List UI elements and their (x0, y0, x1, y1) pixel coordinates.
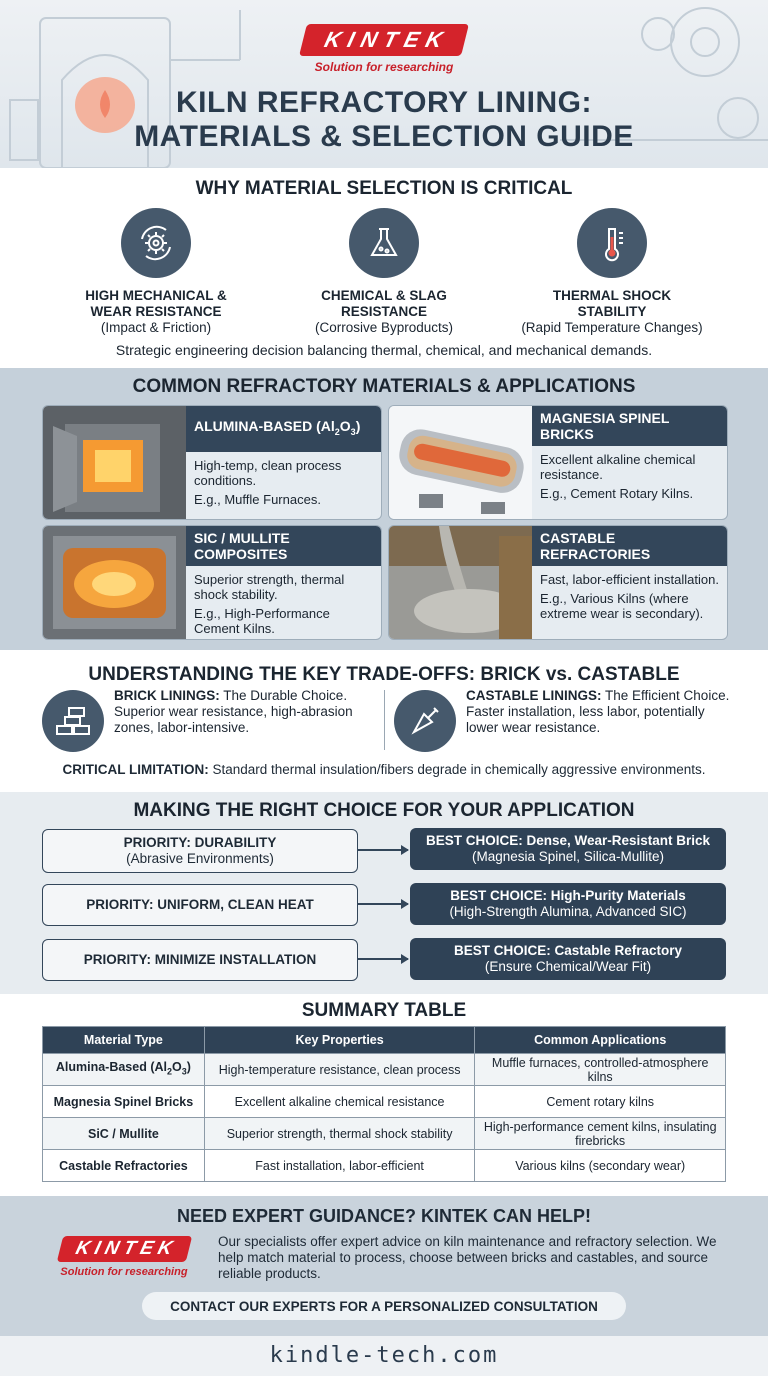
card-description (540, 572, 721, 621)
card-desc-text: Excellent alkaline chemical resistance. (540, 452, 696, 482)
flask-icon (349, 208, 419, 278)
rotary-kiln-image (389, 406, 532, 519)
logo-text: KINTEK (322, 27, 453, 52)
summary-heading: SUMMARY TABLE (301, 1000, 467, 1021)
priority-durability (42, 829, 358, 873)
muffle-furnace-image (43, 406, 186, 519)
material-card-castable (388, 525, 728, 640)
table-row (43, 1118, 726, 1150)
cell-material-type: SiC / Mullite (43, 1118, 205, 1150)
cell-material-type: Alumina-Based $(Al_2O_3)$ (43, 1054, 205, 1086)
why-title-line1: THERMAL SHOCK (552, 288, 672, 303)
priority-minimize-installation (42, 939, 358, 981)
logo-tagline: Solution for researching (314, 60, 454, 74)
card-example-text: E.g., Various Kilns (where extreme wear is secondary). (540, 591, 704, 621)
best-choice-high-purity (410, 883, 726, 925)
choice-heading: MAKING THE RIGHT CHOICE FOR YOUR APPLICATION (133, 800, 635, 821)
why-title-line2: WEAR RESISTANCE (90, 304, 222, 319)
trowel-icon (394, 690, 456, 752)
priority-uniform-heat (42, 884, 358, 926)
table-header-row (43, 1027, 726, 1054)
arrow-icon (358, 903, 408, 905)
tradeoff-section (0, 650, 768, 792)
materials-section (0, 368, 768, 650)
cell-applications: Cement rotary kilns (475, 1086, 726, 1118)
cta-section (0, 1196, 768, 1336)
cta-text: Our specialists offer expert advice on kiln maintenance and refractory selection. We help match material to process, choose between bricks and castables, and source reliable products. (218, 1234, 717, 1281)
best-sub: (High-Strength Alumina, Advanced SIC) (449, 904, 687, 919)
why-subtitle: (Rapid Temperature Changes) (521, 320, 703, 335)
best-label: BEST CHOICE: High-Purity Materials (450, 888, 686, 903)
cell-material-type: Castable Refractories (43, 1150, 205, 1182)
best-label: BEST CHOICE: Castable Refractory (453, 943, 683, 958)
material-card-magnesia (388, 405, 728, 520)
card-title: CASTABLE REFRACTORIES (532, 526, 727, 566)
table-row (43, 1054, 726, 1086)
why-title-line1: CHEMICAL & SLAG (321, 288, 447, 303)
arrow-icon (358, 958, 408, 960)
material-card-alumina (42, 405, 382, 520)
page-title-line2: MATERIALS & SELECTION GUIDE (134, 120, 634, 153)
footer (0, 1336, 768, 1376)
why-heading: WHY MATERIAL SELECTION IS CRITICAL (195, 178, 573, 199)
tradeoff-heading: UNDERSTANDING THE KEY TRADE-OFFS: BRICK vs. CASTABLE (88, 664, 680, 685)
material-card-sic-mullite (42, 525, 382, 640)
priority-label: PRIORITY: DURABILITY (123, 835, 277, 850)
why-title-line1: HIGH MECHANICAL & (85, 288, 227, 303)
priority-label: PRIORITY: UNIFORM, CLEAN HEAT (86, 897, 314, 912)
best-choice-brick (410, 828, 726, 870)
why-item-thermal (502, 208, 722, 336)
why-section (0, 168, 768, 368)
card-title: ALUMINA-BASED $(Al_2O_3)$ (186, 406, 381, 452)
contact-experts-button[interactable]: CONTACT OUR EXPERTS FOR A PERSONALIZED CONSULTATION (142, 1292, 626, 1320)
why-note: Strategic engineering decision balancing thermal, chemical, and mechanical demands. (115, 342, 653, 358)
card-title: MAGNESIA SPINEL BRICKS (532, 406, 727, 446)
best-sub: (Ensure Chemical/Wear Fit) (484, 959, 652, 974)
best-choice-castable (410, 938, 726, 980)
summary-table (42, 1026, 726, 1182)
gear-cycle-icon (121, 208, 191, 278)
cell-key-properties: Excellent alkaline chemical resistance (204, 1086, 475, 1118)
card-example-text: E.g., High-Performance Cement Kilns. (194, 606, 330, 636)
why-item-chemical (274, 208, 494, 336)
card-title: SIC / MULLITE COMPOSITES (186, 526, 381, 566)
header-banner (0, 0, 768, 169)
card-desc-text: High-temp, clean process conditions. (194, 457, 342, 488)
materials-heading: COMMON REFRACTORY MATERIALS & APPLICATIONS (132, 376, 636, 397)
castable-linings-text: CASTABLE LININGS: The Efficient Choice. Faster installation, less labor, potentially lower wear resistance. (466, 688, 730, 735)
why-subtitle: (Impact & Friction) (100, 320, 212, 335)
column-header: Material Type (43, 1027, 205, 1054)
cta-heading: NEED EXPERT GUIDANCE? KINTEK CAN HELP! (176, 1206, 592, 1226)
why-title-line2: RESISTANCE (340, 304, 427, 319)
page-title (0, 86, 768, 154)
divider (384, 690, 385, 750)
pouring-concrete-image (389, 526, 532, 639)
bricks-icon (42, 690, 104, 752)
cell-applications: Muffle furnaces, controlled-atmosphere kilns (475, 1054, 726, 1086)
cell-material-type: Magnesia Spinel Bricks (43, 1086, 205, 1118)
why-item-mechanical (46, 208, 266, 336)
brick-linings-text: BRICK LININGS: The Durable Choice. Superior wear resistance, high-abrasion zones, labor-intensive. (114, 688, 353, 735)
card-description (194, 458, 375, 507)
table-row (43, 1150, 726, 1182)
card-example-text: E.g., Muffle Furnaces. (194, 491, 321, 507)
why-title-line2: STABILITY (577, 304, 647, 319)
card-desc-text: Superior strength, thermal shock stability. (194, 572, 345, 602)
table-row (43, 1086, 726, 1118)
column-header: Common Applications (475, 1027, 726, 1054)
priority-label: PRIORITY: MINIMIZE INSTALLATION (83, 952, 317, 967)
card-desc-text: Fast, labor-efficient installation. (540, 572, 719, 587)
column-header: Key Properties (204, 1027, 475, 1054)
kintek-logo (288, 24, 480, 74)
summary-section (0, 994, 768, 1196)
cell-key-properties: Fast installation, labor-efficient (204, 1150, 475, 1182)
card-description (540, 452, 721, 501)
cell-applications: High-performance cement kilns, insulating firebricks (475, 1118, 726, 1150)
logo-text: KINTEK (73, 1238, 180, 1259)
kintek-logo-small (42, 1236, 206, 1278)
card-description (194, 572, 375, 636)
page-title-line1: KILN REFRACTORY LINING: (176, 86, 592, 119)
critical-limitation: CRITICAL LIMITATION: Standard thermal insulation/fibers degrade in chemically aggressive environments. (62, 762, 706, 777)
priority-sub: (Abrasive Environments) (126, 851, 274, 866)
cell-key-properties: High-temperature resistance, clean process (204, 1054, 475, 1086)
cell-applications: Various kilns (secondary wear) (475, 1150, 726, 1182)
cell-key-properties: Superior strength, thermal shock stability (204, 1118, 475, 1150)
best-sub: (Magnesia Spinel, Silica-Mullite) (471, 849, 665, 864)
thermometer-icon (577, 208, 647, 278)
best-label: BEST CHOICE: Dense, Wear-Resistant Brick (425, 833, 711, 848)
website-link[interactable]: kindle-tech.com (269, 1343, 499, 1368)
kiln-chamber-image (43, 526, 186, 639)
logo-tagline: Solution for researching (60, 1266, 188, 1278)
arrow-icon (358, 849, 408, 851)
why-subtitle: (Corrosive Byproducts) (314, 320, 454, 335)
choice-section (0, 792, 768, 994)
card-example-text: E.g., Cement Rotary Kilns. (540, 486, 694, 501)
